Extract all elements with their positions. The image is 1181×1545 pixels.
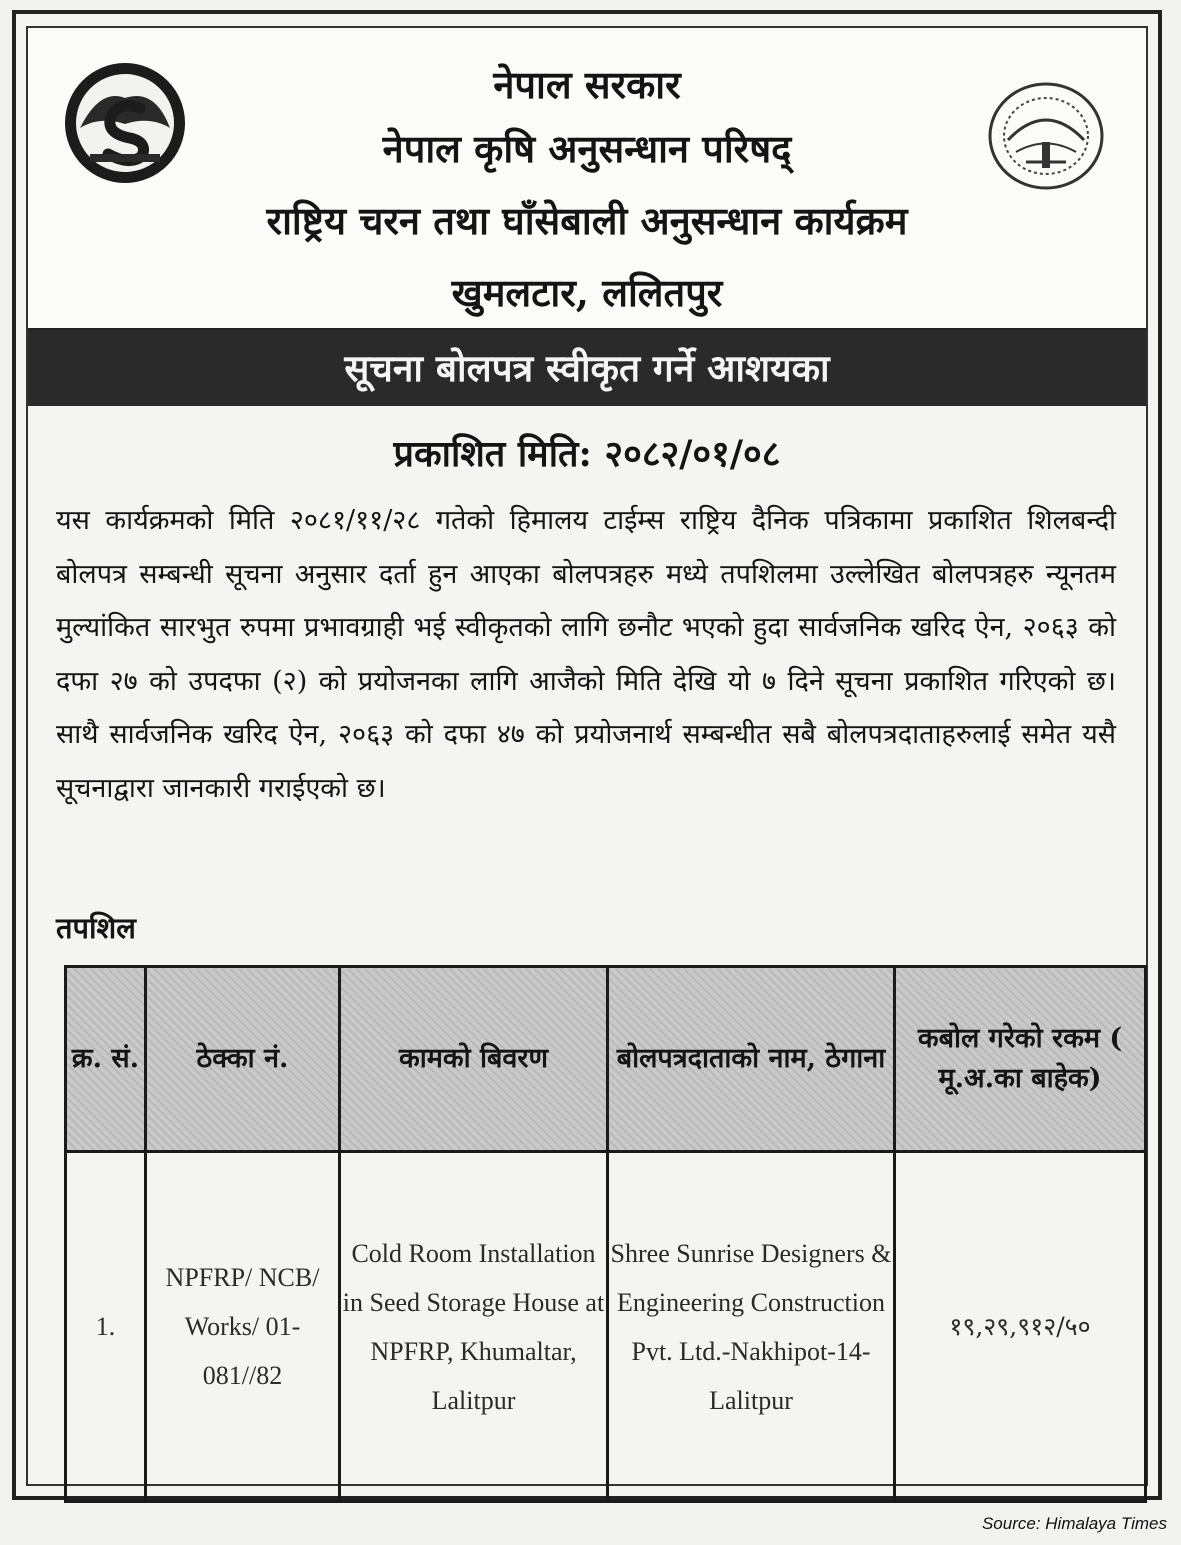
notice-banner: सूचना बोलपत्र स्वीकृत गर्ने आशयका bbox=[28, 330, 1146, 406]
header-amount: कबोल गरेको रकम ( मू.अ.का बाहेक) bbox=[895, 967, 1146, 1152]
notice-frame bbox=[12, 10, 1162, 1500]
cell-description: Cold Room Installation in Seed Storage House at NPFRP, Khumaltar, Lalitpur bbox=[340, 1152, 608, 1502]
cell-bidder: Shree Sunrise Designers & Engineering Construction Pvt. Ltd.-Nakhipot-14-Lalitpur bbox=[608, 1152, 895, 1502]
notice-header bbox=[28, 28, 1146, 331]
location-title: खुमलटार, ललितपुर bbox=[451, 270, 723, 315]
program-title: राष्ट्रिय चरन तथा घाँसेबाली अनुसन्धान कार्यक्रम bbox=[266, 198, 908, 243]
council-title: नेपाल कृषि अनुसन्धान परिषद् bbox=[382, 126, 792, 171]
cell-amount: १९,२९,९१२/५० bbox=[895, 1152, 1146, 1502]
cell-sn: 1. bbox=[66, 1152, 146, 1502]
schedule-label: तपशिल bbox=[56, 911, 136, 945]
source-credit: Source: Himalaya Times bbox=[981, 1514, 1167, 1533]
gov-title: नेपाल सरकार bbox=[493, 62, 681, 107]
notice-body: यस कार्यक्रमको मिति २०८१/११/२८ गतेको हिमालय टाईम्स राष्ट्रिय दैनिक पत्रिकामा प्रकाशित शिलबन्दी बोलपत्र सम्बन्धी सूचना अनुसार दर्ता हुन आएका बोलपत्रहरु मध्ये तपशिलमा उल्लेखित बोलपत्रहरु न्यूनतम मुल्यांकित सारभुत रुपमा प्रभावग्राही भई स्वीकृतको लागि छनौट भएको हुदा सार्वजनिक खरिद ऐन, २०६३ को दफा २७ को उपदफा (२) को प्रयोजनका लागि आजैको मिति देखि यो ७ दिने सूचना प्रकाशित गरिएको छ। साथै सार्वजनिक खरिद ऐन, २०६३ को दफा ४७ को प्रयोजनार्थ सम्बन्धीत सबै बोलपत्रदाताहरुलाई समेत यसै सूचनाद्वारा जानकारी गराईएको छ। bbox=[56, 505, 1116, 804]
header-sn: क्र. सं. bbox=[66, 967, 146, 1152]
header-contract-no: ठेक्का नं. bbox=[146, 967, 340, 1152]
header-bidder: बोलपत्रदाताको नाम, ठेगाना bbox=[608, 967, 895, 1152]
notice-border bbox=[26, 26, 1148, 1486]
bid-table bbox=[64, 965, 1147, 1503]
header-description: कामको बिवरण bbox=[340, 967, 608, 1152]
publication-date: प्रकाशित मिति: २०८२/०१/०८ bbox=[393, 433, 781, 475]
table-header-row bbox=[66, 967, 1146, 1152]
narc-logo-icon bbox=[986, 80, 1106, 192]
cell-contract-no: NPFRP/ NCB/ Works/ 01-081//82 bbox=[146, 1152, 340, 1502]
table-row bbox=[66, 1152, 1146, 1502]
